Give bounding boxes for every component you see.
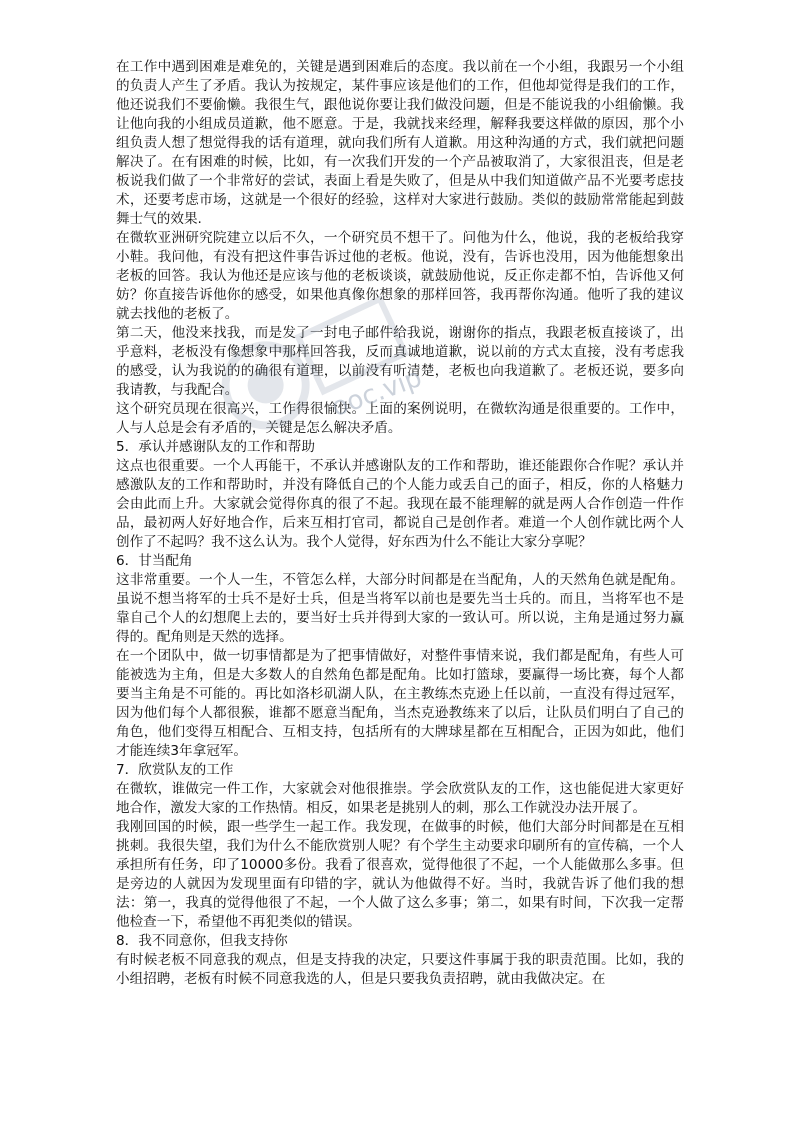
paragraph-4: 这个研究员现在很高兴，工作得很愉快。上面的案例说明，在微软沟通是很重要的。工作中，人与人总是会有矛盾的，关键是怎么解决矛盾。 <box>116 401 684 436</box>
paragraph-2: 在微软亚洲研究院建立以后不久，一个研究员不想干了。问他为什么，他说，我的老板给我穿小鞋。我问他，有没有把这件事告诉过他的老板。他说，没有，告诉也没用，因为他能想象出老板的回答。我认为他还是应该与他的老板谈谈，就鼓励他说，反正你走都不怕，告诉他又何妨？你直接告诉他你的感受，如果他真像你想象的那样回答，我再帮你沟通。他听了我的建议就去找他的老板了。 <box>116 230 684 322</box>
document-body <box>116 58 684 989</box>
section-heading-5: 5．承认并感谢队友的工作和帮助 <box>116 439 315 455</box>
paragraph-8: 在微软，谁做完一件工作，大家就会对他很推崇。学会欣赏队友的工作，这也能促进大家更好地合作，激发大家的工作热情。相反，如果老是挑别人的刺，那么工作就没办法开展了。 <box>116 781 684 816</box>
paragraph-9: 我刚回国的时候，跟一些学生一起工作。我发现，在做事的时候，他们大部分时间都是在互相挑刺。我很失望，我们为什么不能欣赏别人呢？有个学生主动要求印刷所有的宣传稿，一个人承担所有任务，印了10000多份。我看了很喜欢，觉得他很了不起，一个人能做那么多事。但是旁边的人就因为发现里面有印错的字，就认为他做得不好。当时，我就告诉了他们我的想法：第一，我真的觉得他很了不起，一个人做了这么多事；第二，如果有时间，下次我一定帮他检查一下，希望他不再犯类似的错误。 <box>116 819 684 930</box>
section-heading-6: 6．甘当配角 <box>116 553 193 569</box>
paragraph-3: 第二天，他没来找我，而是发了一封电子邮件给我说，谢谢你的指点，我跟老板直接谈了，出乎意料，老板没有像想象中那样回答我，反而真诚地道歉，说以前的方式太直接，没有考虑我的感受，认为我说的的确很有道理，以前没有听清楚，老板也向我道歉了。老板还说，要多向我请教，与我配合。 <box>116 325 684 398</box>
paragraph-7: 在一个团队中，做一切事情都是为了把事情做好，对整件事情来说，我们都是配角，有些人可能被选为主角，但是大多数人的自然角色都是配角。比如打篮球，要赢得一场比赛，每个人都要当主角是不可能的。再比如洛杉矶湖人队，在主教练杰克逊上任以前，一直没有得过冠军，因为他们每个人都很猴，谁都不愿意当配角，当杰克逊教练来了以后，让队员们明白了自己的角色，他们变得互相配合、互相支持，包括所有的大牌球星都在互相配合，正因为如此，他们才能连续3年拿冠军。 <box>116 648 684 759</box>
paragraph-1: 在工作中遇到困难是难免的，关键是遇到困难后的态度。我以前在一个小组，我跟另一个小组的负责人产生了矛盾。我认为按规定，某件事应该是他们的工作，但他却觉得是我们的工作，他还说我们不要偷懒。我很生气，跟他说你要让我们做没问题，但是不能说我的小组偷懒。我让他向我的小组成员道歉，他不愿意。于是，我就找来经理，解释我要这样做的原因，那个小组负责人想了想觉得我的话有道理，就向我们所有人道歉。用这种沟通的方式，我们就把问题解决了。在有困难的时候，比如，有一次我们开发的一个产品被取消了，大家很沮丧，但是老板说我们做了一个非常好的尝试，表面上看是失败了，但是从中我们知道做产品不光要考虑技术，还要考虑市场，这就是一个很好的经验，这样对大家进行鼓励。类似的鼓励常常能起到鼓舞士气的效果. <box>116 59 684 227</box>
watermark-text: ooc.vip <box>327 362 426 424</box>
paragraph-6: 这非常重要。一个人一生，不管怎么样，大部分时间都是在当配角，人的天然角色就是配角。虽说不想当将军的士兵不是好士兵，但是当将军以前也是要先当士兵的。而且，当将军也不是靠自己个人的幻想爬上去的，要当好士兵并得到大家的一致认可。所以说，主角是通过努力赢得的。配角则是天然的选择。 <box>116 572 684 645</box>
paragraph-10: 有时候老板不同意我的观点，但是支持我的决定，只要这件事属于我的职责范围。比如，我的小组招聘，老板有时候不同意我选的人，但是只要我负责招聘，就由我做决定。在 <box>116 952 684 987</box>
section-heading-7: 7．欣赏队友的工作 <box>116 762 234 778</box>
paragraph-5: 这点也很重要。一个人再能干，不承认并感谢队友的工作和帮助，谁还能跟你合作呢？承认并感激队友的工作和帮助时，并没有降低自己的个人能力或丢自己的面子，相反，你的人格魅力会由此而上升。大家就会觉得你真的很了不起。我现在最不能理解的就是两人合作创造一件作品，最初两人好好地合作，后来互相打官司，都说自己是创作者。难道一个人创作就比两个人创作了不起吗？我不这么认为。我个人觉得，好东西为什么不能让大家分享呢？ <box>116 458 684 550</box>
section-heading-8: 8．我不同意你，但我支持你 <box>116 933 288 949</box>
